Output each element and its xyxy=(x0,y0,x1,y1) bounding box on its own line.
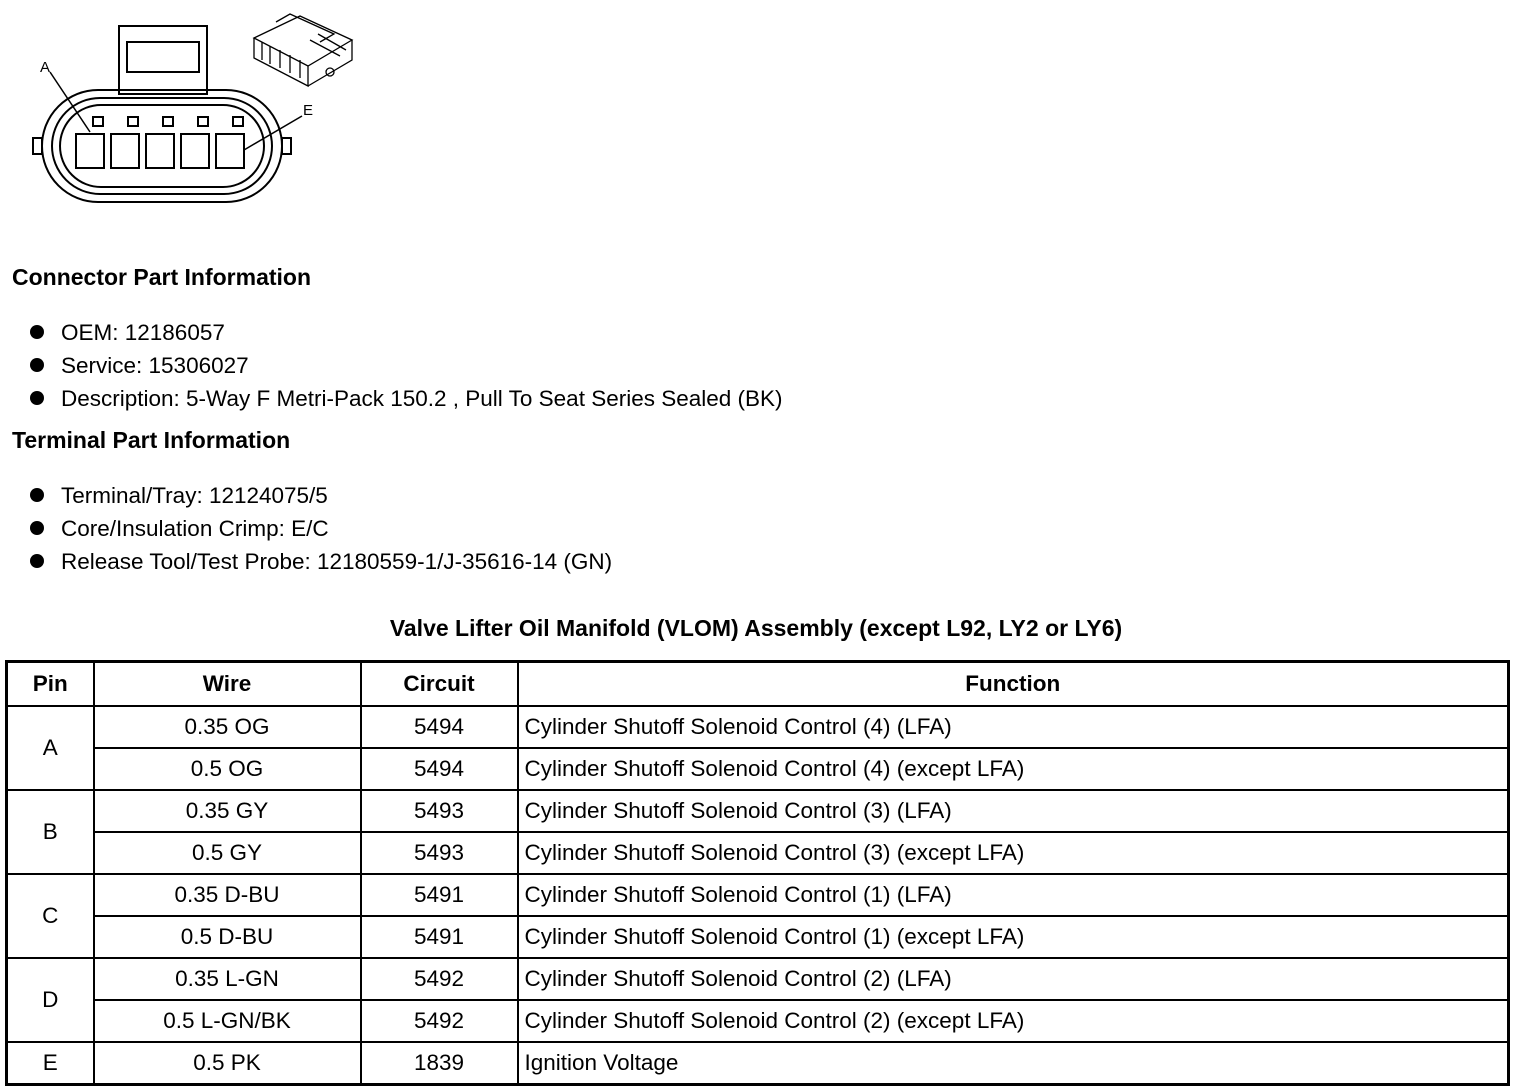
wire-cell: 0.35 OG xyxy=(94,706,361,748)
connector-latch xyxy=(119,26,207,94)
table-row xyxy=(7,1042,1509,1085)
function-cell: Cylinder Shutoff Solenoid Control (2) (except LFA) xyxy=(518,1000,1509,1042)
function-cell: Cylinder Shutoff Solenoid Control (4) (except LFA) xyxy=(518,748,1509,790)
callout-e: E xyxy=(303,102,314,119)
header-wire: Wire xyxy=(94,662,361,707)
bullet-icon xyxy=(30,391,44,405)
list-item xyxy=(30,382,783,415)
function-cell: Cylinder Shutoff Solenoid Control (4) (LFA) xyxy=(518,706,1509,748)
bullet-icon xyxy=(30,325,44,339)
header-function: Function xyxy=(518,662,1509,707)
wire-cell: 0.5 GY xyxy=(94,832,361,874)
wire-cell: 0.5 D-BU xyxy=(94,916,361,958)
terminal-tray: Terminal/Tray: 12124075/5 xyxy=(61,483,328,508)
release-tool: Release Tool/Test Probe: 12180559-1/J-35616-14 (GN) xyxy=(61,549,613,574)
list-item xyxy=(30,349,783,382)
function-cell: Ignition Voltage xyxy=(518,1042,1509,1085)
connector-info-list xyxy=(30,316,783,415)
connector-isometric-illustration xyxy=(254,14,352,86)
oem-part-number: OEM: 12186057 xyxy=(61,320,225,345)
pin-cell: B xyxy=(7,790,94,874)
table-row xyxy=(7,1000,1509,1042)
connector-shell xyxy=(42,90,282,202)
wire-cell: 0.35 D-BU xyxy=(94,874,361,916)
pinout-table xyxy=(5,660,1510,1086)
list-item xyxy=(30,512,612,545)
pin-cell: C xyxy=(7,874,94,958)
circuit-cell: 5494 xyxy=(361,748,518,790)
wire-cell: 0.5 OG xyxy=(94,748,361,790)
table-title: Valve Lifter Oil Manifold (VLOM) Assembly (except L92, LY2 or LY6) xyxy=(389,615,1123,641)
terminal-info-heading: Terminal Part Information xyxy=(12,427,291,453)
circuit-cell: 5493 xyxy=(361,832,518,874)
terminal-info-list xyxy=(30,479,612,578)
function-cell: Cylinder Shutoff Solenoid Control (1) (LFA) xyxy=(518,874,1509,916)
list-item xyxy=(30,545,612,578)
circuit-cell: 5492 xyxy=(361,958,518,1000)
connector-diagram xyxy=(0,0,370,215)
list-item xyxy=(30,479,612,512)
wire-cell: 0.35 GY xyxy=(94,790,361,832)
table-row xyxy=(7,748,1509,790)
circuit-cell: 5492 xyxy=(361,1000,518,1042)
pin-cell: E xyxy=(7,1042,94,1085)
header-circuit: Circuit xyxy=(361,662,518,707)
wire-cell: 0.5 L-GN/BK xyxy=(94,1000,361,1042)
table-row xyxy=(7,874,1509,916)
circuit-cell: 5491 xyxy=(361,916,518,958)
circuit-cell: 5493 xyxy=(361,790,518,832)
bullet-icon xyxy=(30,488,44,502)
function-cell: Cylinder Shutoff Solenoid Control (3) (except LFA) xyxy=(518,832,1509,874)
header-pin: Pin xyxy=(7,662,94,707)
table-row xyxy=(7,790,1509,832)
table-row xyxy=(7,916,1509,958)
table-header-row xyxy=(7,662,1509,707)
table-row xyxy=(7,832,1509,874)
bullet-icon xyxy=(30,521,44,535)
connector-info-heading: Connector Part Information xyxy=(12,264,312,290)
table-row xyxy=(7,958,1509,1000)
circuit-cell: 5491 xyxy=(361,874,518,916)
terminal-cavities xyxy=(76,117,244,168)
list-item xyxy=(30,316,783,349)
bullet-icon xyxy=(30,358,44,372)
pin-cell: A xyxy=(7,706,94,790)
connector-description: Description: 5-Way F Metri-Pack 150.2 , Pull To Seat Series Sealed (BK) xyxy=(61,386,783,411)
function-cell: Cylinder Shutoff Solenoid Control (1) (except LFA) xyxy=(518,916,1509,958)
circuit-cell: 5494 xyxy=(361,706,518,748)
pin-cell: D xyxy=(7,958,94,1042)
table-row xyxy=(7,706,1509,748)
function-cell: Cylinder Shutoff Solenoid Control (2) (LFA) xyxy=(518,958,1509,1000)
wire-cell: 0.5 PK xyxy=(94,1042,361,1085)
function-cell: Cylinder Shutoff Solenoid Control (3) (LFA) xyxy=(518,790,1509,832)
crimp-info: Core/Insulation Crimp: E/C xyxy=(61,516,329,541)
circuit-cell: 1839 xyxy=(361,1042,518,1085)
bullet-icon xyxy=(30,554,44,568)
callout-a: A xyxy=(40,59,51,76)
service-part-number: Service: 15306027 xyxy=(61,353,249,378)
wire-cell: 0.35 L-GN xyxy=(94,958,361,1000)
